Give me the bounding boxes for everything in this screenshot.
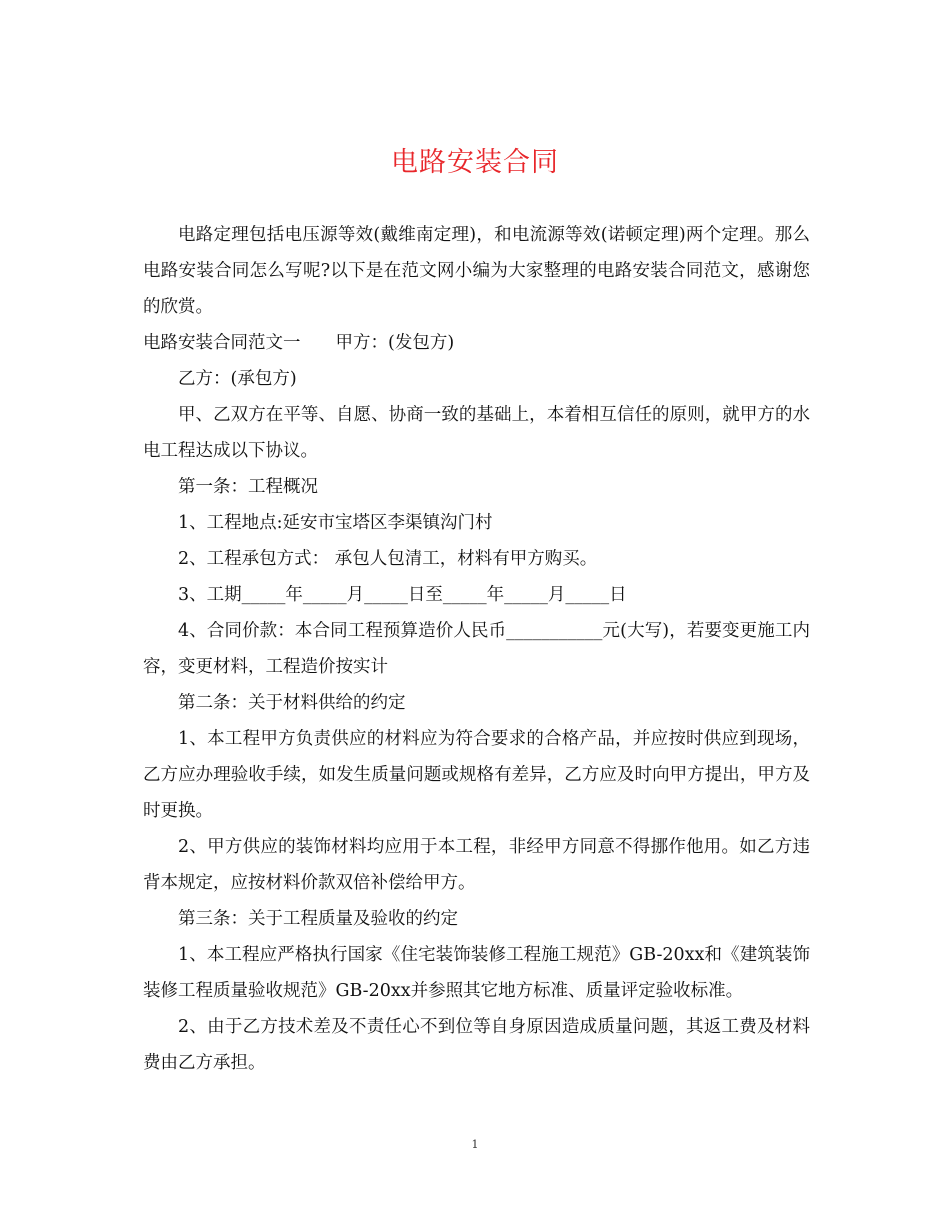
section-heading-2: 第二条：关于材料供给的约定 <box>178 693 406 713</box>
clause-1-4: 4、合同价款：本合同工程预算造价人民币___________元(大写)，若要变更施工内容，变更材料，工程造价按实计 <box>143 621 810 677</box>
clause-1-1: 1、工程地点:延安市宝塔区李渠镇沟门村 <box>178 513 493 533</box>
page-number: 1 <box>471 1138 479 1151</box>
clause-3-2: 2、由于乙方技术差及不责任心不到位等自身原因造成质量问题，其返工费及材料费由乙方承担。 <box>143 1017 810 1073</box>
clause-2-1: 1、本工程甲方负责供应的材料应为符合要求的合格产品，并应按时供应到现场，乙方应办理验收手续，如发生质量问题或规格有差异，乙方应及时向甲方提出，甲方及时更换。 <box>143 729 810 821</box>
document-title: 电路安装合同 <box>391 147 559 178</box>
section-heading-3: 第三条：关于工程质量及验收的约定 <box>178 909 458 929</box>
party-b-line: 乙方：(承包方) <box>178 369 297 389</box>
clause-1-2: 2、工程承包方式： 承包人包清工，材料有甲方购买。 <box>178 549 598 569</box>
agreement-paragraph: 甲、乙双方在平等、自愿、协商一致的基础上，本着相互信任的原则，就甲方的水电工程达成以下协议。 <box>143 405 810 461</box>
section-heading-1: 第一条：工程概况 <box>178 477 318 497</box>
document-body <box>143 217 810 1081</box>
intro-paragraph: 电路定理包括电压源等效(戴维南定理)，和电流源等效(诺顿定理)两个定理。那么电路安装合同怎么写呢?以下是在范文网小编为大家整理的电路安装合同范文，感谢您的欣赏。 <box>143 225 810 317</box>
clause-2-2: 2、甲方供应的装饰材料均应用于本工程，非经甲方同意不得挪作他用。如乙方违背本规定，应按材料价款双倍补偿给甲方。 <box>143 837 810 893</box>
party-a-line: 电路安装合同范文一 甲方：(发包方) <box>143 333 455 353</box>
clause-1-3: 3、工期_____年_____月_____日至_____年_____月_____日 <box>178 585 627 605</box>
clause-3-1: 1、本工程应严格执行国家《住宅装饰装修工程施工规范》GB-20xx和《建筑装饰装修工程质量验收规范》GB-20xx并参照其它地方标准、质量评定验收标准。 <box>143 945 810 1001</box>
